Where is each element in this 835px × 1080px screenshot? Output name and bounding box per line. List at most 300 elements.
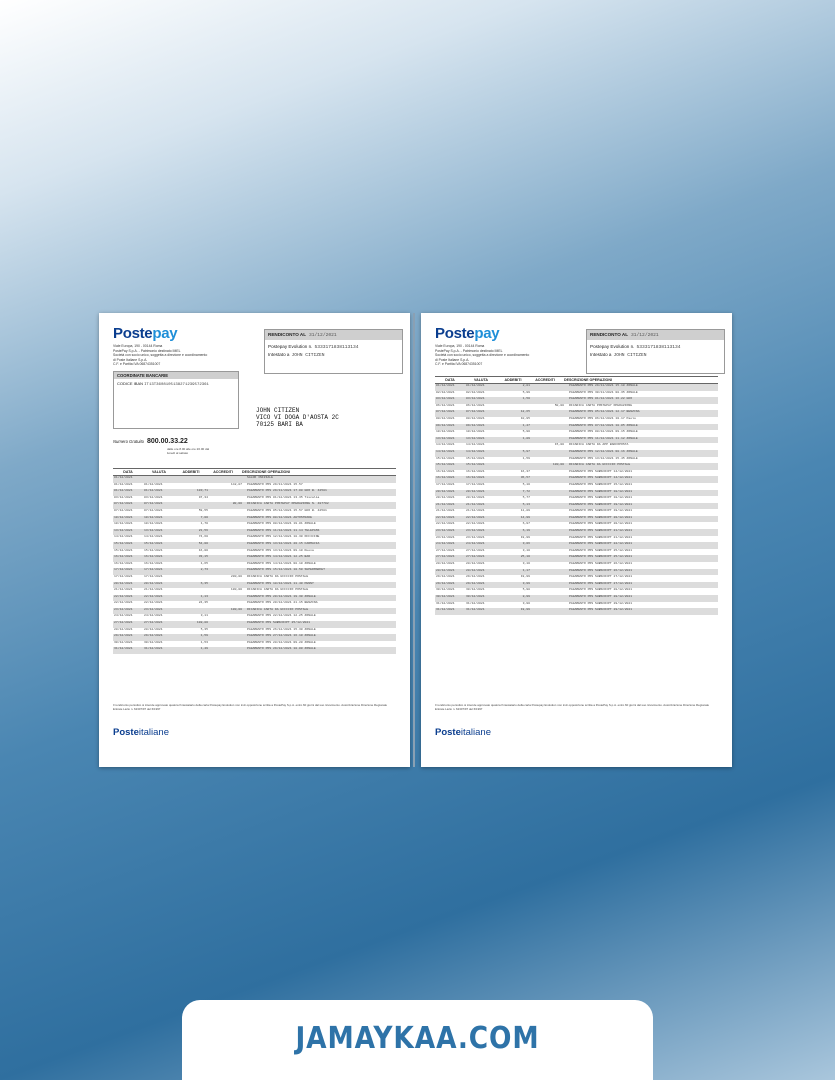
table-row	[113, 634, 396, 641]
table-cell: 29/12/2021	[436, 575, 455, 579]
table-cell: PAGAMENTO POS SUBSCRIPT 18/12/2021	[569, 489, 633, 493]
table-cell: 23/12/2021	[436, 535, 455, 539]
table-cell: 15/12/2021	[466, 463, 485, 467]
table-cell: 142,87	[230, 482, 242, 486]
table-cell	[176, 575, 210, 582]
table-cell	[210, 476, 244, 483]
table-row	[435, 443, 718, 450]
table-cell: 20/12/2021	[466, 489, 485, 493]
table-row	[435, 575, 718, 582]
table-cell	[498, 463, 532, 470]
table-cell	[532, 397, 566, 404]
table-cell: 22/12/2021	[436, 522, 455, 526]
table-cell	[532, 522, 566, 529]
table-cell: 06/12/2021	[436, 403, 455, 407]
table-row	[113, 621, 396, 628]
table-row	[435, 549, 718, 556]
table-cell: PAGAMENTO POS 27/12/2021 16.10 ZONALE	[247, 634, 316, 638]
table-row	[435, 384, 718, 391]
table-cell: 2,81	[522, 384, 530, 387]
table-cell: PAGAMENTO POS SUBSCRIPT 28/12/2021	[569, 588, 633, 592]
table-cell: PAGAMENTO POS 06/12/2021 10.17 Paolo	[569, 416, 636, 420]
table-cell	[176, 476, 210, 483]
table-row	[113, 489, 396, 496]
statement-page-2	[421, 313, 732, 767]
table-cell	[210, 582, 244, 589]
table-row	[435, 404, 718, 411]
table-cell	[210, 549, 244, 556]
table-cell: 7,72	[522, 489, 530, 493]
table-row	[435, 457, 718, 464]
table-cell: 5,35	[200, 627, 208, 631]
table-cell	[532, 483, 566, 490]
table-header: DATA VALUTA ADDEBITI ACCREDITI DESCRIZIONE OPERAZIONI	[435, 376, 718, 384]
table-cell: RICARICA CARTA DA UFFICIO POSTALE	[247, 588, 309, 592]
table-cell: 15,00	[554, 443, 564, 447]
table-cell: PAGAMENTO POS 01/12/2021 16.22 GDO	[569, 397, 633, 401]
table-cell: 09/12/2021	[436, 423, 455, 427]
table-cell: 01/12/2021	[144, 489, 163, 493]
table-cell: 16,00	[198, 548, 208, 552]
table-cell: 200,00	[230, 574, 242, 578]
table-cell: 10/12/2021	[144, 522, 163, 526]
table-cell: 15/12/2021	[436, 456, 455, 460]
table-row	[435, 490, 718, 497]
table-cell: 24/12/2021	[144, 614, 163, 618]
table-cell: 07/12/2021	[436, 410, 455, 414]
table-cell	[210, 647, 244, 654]
table-cell: 103,71	[196, 489, 208, 493]
statement-box: RENDICONTO AL 31/12/2021 Postepay Evolution n. 5333171838113134 Intestato a JOHN CITIZEN	[586, 329, 725, 374]
table-row	[113, 496, 396, 503]
table-cell: 10/12/2021	[466, 430, 485, 434]
table-cell: 12,65	[520, 410, 530, 414]
table-row	[113, 575, 396, 582]
table-cell: 20/12/2021	[144, 581, 163, 585]
table-row	[435, 529, 718, 536]
table-cell: 1,49	[200, 647, 208, 651]
table-cell: 09/12/2021	[466, 423, 485, 427]
table-row	[435, 582, 718, 589]
table-cell: 21/12/2021	[466, 502, 485, 506]
table-cell: 5,10	[522, 482, 530, 486]
transactions-table	[435, 376, 718, 615]
table-cell: 100,00	[230, 588, 242, 592]
table-row	[435, 516, 718, 523]
table-cell: 5,98	[522, 588, 530, 592]
table-cell	[532, 410, 566, 417]
table-cell: 97,34	[198, 495, 208, 499]
table-row	[435, 437, 718, 444]
table-cell: 100,00	[552, 463, 564, 467]
table-cell: 23/12/2021	[436, 529, 455, 533]
table-cell	[210, 641, 244, 648]
table-cell: 24/12/2021	[466, 542, 485, 546]
table-cell: 17/12/2021	[144, 568, 163, 572]
table-cell: 10/12/2021	[114, 522, 133, 526]
table-row	[435, 424, 718, 431]
footnote: Il rendiconto periodico si intende approvato qualora l'intestatario della carta Postepay Evolution non invii opposizione scritta a PostePay S.p.A. entro 60 giorni dal suo ricevimento. Autorizzazione Direzione Regionale Entrate Lazio n. 62307/97 del 6/1997	[113, 703, 388, 711]
table-cell: PAGAMENTO POS 05/12/2021 15.57 GDO B. 42581	[247, 508, 327, 512]
table-cell: 10/12/2021	[144, 515, 163, 519]
table-cell	[210, 562, 244, 569]
table-cell: PAGAMENTO POS SUBSCRIPT 27/12/2021	[569, 575, 633, 579]
transactions-table	[113, 468, 396, 654]
iban-value: IT13T3608105138271239572361	[144, 383, 209, 387]
watermark-banner	[182, 1000, 653, 1080]
toll-free-number: Numero Gratuito 800.00.33.22 dalle ore 8.00 alle ore 20.00 dal lunedì al sabato	[113, 438, 210, 455]
table-cell: 6,35	[200, 581, 208, 585]
table-cell: 1,17	[522, 568, 530, 572]
table-cell: 23/12/2021	[144, 607, 163, 611]
table-cell: 07/12/2021	[466, 410, 485, 414]
table-cell: 01/12/2021	[114, 476, 133, 479]
table-cell: PAGAMENTO POS SUBSCRIPT 14/12/2021	[569, 476, 633, 480]
table-cell: 19,99	[520, 608, 530, 612]
table-cell: 20/12/2021	[114, 581, 133, 585]
table-cell: 33,15	[198, 555, 208, 559]
table-cell: 11,89	[520, 509, 530, 513]
table-cell	[210, 568, 244, 575]
table-cell: 16/12/2021	[144, 561, 163, 565]
table-cell: 16/12/2021	[436, 476, 455, 480]
posteitaliane-logo: Posteitaliane	[435, 727, 491, 738]
table-cell: 29/12/2021	[466, 575, 485, 579]
table-cell: 5,97	[522, 449, 530, 453]
table-cell	[532, 503, 566, 510]
table-cell	[532, 529, 566, 536]
table-cell: PAGAMENTO POS 12/12/2021 18.30 OFFICINE	[247, 535, 320, 539]
table-cell: PAGAMENTO POS 14/12/2021 12.25 BAR	[247, 555, 311, 559]
table-row	[435, 588, 718, 595]
table-row	[113, 522, 396, 529]
table-cell: 21/12/2021	[114, 588, 133, 592]
table-cell: 01/12/2021	[114, 482, 133, 486]
table-cell: 22/12/2021	[466, 522, 485, 526]
company-address: Viale Europa, 190 - 00144 Roma PostePay S.p.A. - Patrimonio destinato IMEL Società con socio unico, soggetta a direzione e coordinamento di Poste Italiane S.p.A. C.F. e Partita IVA 06874351007	[113, 344, 208, 367]
table-cell: 74,60	[198, 535, 208, 539]
table-cell	[532, 470, 566, 477]
table-cell: 03/12/2021	[466, 397, 485, 401]
table-cell: 20/12/2021	[436, 489, 455, 493]
table-cell: PAGAMENTO POS SUBSCRIPT 21/12/2021	[569, 535, 633, 539]
table-cell: RICARICA CARTA POSTEPAY OPERAZIONE N. 487702	[247, 502, 329, 506]
card-number: 5333171838113134	[314, 345, 359, 350]
table-cell: RICARICA CARTA DA UFFICIO POSTALE	[569, 463, 631, 467]
table-cell: 16/12/2021	[114, 561, 133, 565]
statement-box: RENDICONTO AL 31/12/2021 Postepay Evolution n. 5333171838113134 Intestato a JOHN CITIZEN	[264, 329, 403, 374]
table-cell: 21/12/2021	[466, 509, 485, 513]
table-row	[113, 628, 396, 635]
table-cell: PAGAMENTO POS SUBSCRIPT 25/12/2021	[247, 621, 311, 625]
table-cell: 25,10	[520, 555, 530, 559]
table-cell: 2,73	[200, 568, 208, 572]
table-row	[435, 470, 718, 477]
table-cell: 28/12/2021	[436, 562, 455, 566]
table-row	[113, 595, 396, 602]
table-row	[113, 542, 396, 549]
table-cell: 28/12/2021	[436, 568, 455, 572]
table-cell: 5,13	[522, 502, 530, 506]
table-cell	[210, 634, 244, 641]
table-cell: PAGAMENTO POS 14/12/2021 08.10 ZONALE	[247, 561, 316, 565]
table-cell: 02/12/2021	[466, 390, 485, 394]
statement-date: 31/12/2021	[309, 333, 337, 338]
statement-title: RENDICONTO AL	[590, 332, 629, 337]
table-row	[435, 463, 718, 470]
table-cell: PAGAMENTO POS SUBSCRIPT 22/12/2021	[569, 542, 633, 546]
table-row	[435, 417, 718, 424]
table-cell: 03/12/2021	[436, 397, 455, 401]
table-cell	[176, 588, 210, 595]
table-cell	[532, 569, 566, 576]
table-cell: 14/12/2021	[114, 535, 133, 539]
table-cell: 20/12/2021	[466, 496, 485, 500]
table-cell	[532, 516, 566, 523]
table-cell: 30/12/2021	[144, 640, 163, 644]
table-cell: 29/12/2021	[436, 581, 455, 585]
table-cell: PAGAMENTO POS SUBSCRIPT 19/12/2021	[569, 502, 633, 506]
table-cell	[532, 437, 566, 444]
table-cell: 3,06	[522, 542, 530, 546]
table-cell	[532, 509, 566, 516]
table-cell: PAGAMENTO POS 15/12/2021 10.50 SUPERMARKET	[247, 568, 325, 572]
table-cell: PAGAMENTO POS 13/12/2021 20.15 FARMACIA	[247, 541, 320, 545]
table-row	[435, 595, 718, 602]
table-cell: PAGAMENTO POS SUBSCRIPT 19/12/2021	[569, 509, 633, 513]
table-row	[435, 569, 718, 576]
table-cell	[498, 443, 532, 450]
table-cell: 07/12/2021	[144, 508, 163, 512]
table-cell: PAGAMENTO POS 22/12/2021 12.25 ZONALE	[247, 614, 316, 618]
table-cell: 15/12/2021	[114, 548, 133, 552]
table-cell: 21/12/2021	[144, 588, 163, 592]
table-cell	[532, 575, 566, 582]
table-cell	[532, 582, 566, 589]
table-cell: 1,59	[522, 456, 530, 460]
table-cell: PAGAMENTO POS 29/11/2021 15.57	[247, 482, 303, 486]
table-cell: 30/12/2021	[436, 595, 455, 598]
table-cell	[532, 602, 566, 609]
table-cell	[210, 614, 244, 621]
posteitaliane-logo: Posteitaliane	[113, 727, 169, 738]
table-cell: PAGAMENTO POS 11/12/2021 11.12 ZONALE	[569, 436, 638, 440]
table-cell: 14/12/2021	[144, 535, 163, 539]
page-divider	[413, 313, 415, 767]
table-row	[435, 555, 718, 562]
table-cell: 08/12/2021	[436, 416, 455, 420]
table-cell: PAGAMENTO POS 30/11/2021 08.35 ZONALE	[569, 390, 638, 394]
table-row	[435, 602, 718, 609]
table-cell: 36,57	[520, 476, 530, 480]
table-cell: 24,35	[198, 601, 208, 605]
table-cell	[210, 529, 244, 536]
table-cell: 30/12/2021	[114, 640, 133, 644]
table-row	[435, 410, 718, 417]
table-cell: 15/12/2021	[114, 541, 133, 545]
table-cell: 27/12/2021	[436, 548, 455, 552]
table-cell: 50,00	[554, 403, 564, 407]
card-holder: JOHN CITIZEN	[291, 353, 325, 358]
table-cell: PAGAMENTO POS 08/12/2021 09.15 ZONALE	[569, 430, 638, 434]
table-cell: 23/12/2021	[466, 529, 485, 533]
table-cell: 03/12/2021	[114, 495, 133, 499]
table-cell: 01/12/2021	[436, 384, 455, 387]
table-cell: 24/12/2021	[114, 614, 133, 618]
table-cell: PAGAMENTO POS SUBSCRIPT 25/12/2021	[569, 548, 633, 552]
table-cell: 10/12/2021	[436, 430, 455, 434]
table-cell	[210, 542, 244, 549]
table-cell: 01/12/2021	[114, 489, 133, 493]
table-cell: 21,56	[198, 528, 208, 532]
table-row	[435, 509, 718, 516]
table-row	[113, 476, 396, 483]
table-row	[113, 529, 396, 536]
card-number: 5333171838113134	[636, 345, 681, 350]
table-row	[113, 516, 396, 523]
footnote: Il rendiconto periodico si intende approvato qualora l'intestatario della carta Postepay Evolution non invii opposizione scritta a PostePay S.p.A. entro 60 giorni dal suo ricevimento. Autorizzazione Direzione Regionale Entrate Lazio n. 62307/97 del 6/1997	[435, 703, 710, 711]
table-cell	[210, 496, 244, 503]
table-cell: 07/12/2021	[114, 508, 133, 512]
table-cell: 1,65	[200, 561, 208, 565]
table-header: DATA VALUTA ADDEBITI ACCREDITI DESCRIZIONE OPERAZIONI	[113, 468, 396, 476]
table-cell	[532, 608, 566, 615]
table-cell	[210, 555, 244, 562]
table-row	[113, 568, 396, 575]
table-cell	[532, 424, 566, 431]
table-cell: 02/12/2021	[436, 390, 455, 394]
statement-title: RENDICONTO AL	[268, 332, 307, 337]
table-cell: PAGAMENTO POS 07/12/2021 18.05 ZONALE	[569, 423, 638, 427]
table-cell: PAGAMENTO POS SUBSCRIPT 26/12/2021	[569, 568, 633, 572]
table-cell: PAGAMENTO POS SUBSCRIPT 27/12/2021	[569, 581, 633, 585]
table-cell: 1,13	[200, 594, 208, 598]
table-body	[113, 476, 396, 654]
table-cell: PAGAMENTO POS 18/12/2021 11.40 PENNY	[247, 581, 314, 585]
table-cell: 30/12/2021	[436, 588, 455, 592]
table-cell: RICARICA CARTA DA UFFICIO POSTALE	[247, 607, 309, 611]
table-cell: 28/12/2021	[144, 627, 163, 631]
table-cell	[532, 562, 566, 569]
table-body	[435, 384, 718, 615]
table-cell: PAGAMENTO POS 13/12/2021 09.10 Nuova	[247, 548, 314, 552]
table-cell: PAGAMENTO POS SUBSCRIPT 28/12/2021	[569, 595, 633, 598]
table-cell: 8,99	[522, 595, 530, 598]
table-cell: RICARICA CARTA POSTEPAY OPERAZIONE	[569, 403, 633, 407]
table-cell: 1,50	[522, 397, 530, 401]
table-cell: 16,37	[520, 469, 530, 473]
table-cell: 108,80	[196, 621, 208, 625]
statement-date: 31/12/2021	[631, 333, 659, 338]
table-cell: 13/12/2021	[436, 436, 455, 440]
table-cell: PAGAMENTO POS SUBSCRIPT 29/12/2021	[569, 601, 633, 605]
table-cell: 28/12/2021	[466, 562, 485, 566]
table-cell: 10/12/2021	[114, 515, 133, 519]
table-cell: 1,59	[200, 634, 208, 638]
table-row	[435, 476, 718, 483]
table-cell: PAGAMENTO POS 29/11/2021 17.08 GDO B. 42581	[247, 489, 327, 493]
table-cell: PAGAMENTO POS 08/12/2021 AUTOSTRADE	[247, 515, 312, 519]
recipient-address: JOHN CITIZEN VICO VI DOGA D'AOSTA 2C 70125 BARI BA	[256, 407, 339, 429]
table-cell: 16/12/2021	[436, 469, 455, 473]
table-cell	[532, 595, 566, 602]
table-cell: 19,99	[520, 575, 530, 579]
table-row	[113, 601, 396, 608]
table-cell: 27/12/2021	[436, 555, 455, 559]
table-cell	[532, 430, 566, 437]
table-cell: PAGAMENTO POS 20/12/2021 21.15 BENZINA	[247, 601, 318, 605]
table-cell: 15/12/2021	[466, 456, 485, 460]
table-cell: PAGAMENTO POS 20/12/2021 19.30 ZONALE	[247, 594, 316, 598]
table-cell: 14/12/2021	[436, 449, 455, 453]
table-cell: 3,90	[522, 601, 530, 605]
table-cell: 16/12/2021	[466, 476, 485, 480]
table-cell: 5,99	[522, 390, 530, 394]
table-cell: 30/12/2021	[466, 595, 485, 598]
table-cell: 27/12/2021	[466, 548, 485, 552]
table-row	[113, 549, 396, 556]
table-cell: PAGAMENTO POS 29/12/2021 18.00 ZONALE	[247, 647, 316, 651]
table-cell: RICARICA CARTA DA APP BANCOPOSTA	[569, 443, 629, 447]
table-cell: PAGAMENTO POS 12/12/2021 08.16 ZONALE	[569, 449, 638, 453]
table-cell: 54,00	[198, 541, 208, 545]
table-cell: 17/12/2021	[466, 482, 485, 486]
table-row	[435, 536, 718, 543]
table-row	[113, 502, 396, 509]
table-cell: 08/12/2021	[466, 416, 485, 420]
table-cell: 27/12/2021	[466, 555, 485, 559]
postepay-logo: Postepay	[435, 325, 500, 342]
table-row	[435, 391, 718, 398]
table-cell	[176, 502, 210, 509]
table-cell: 22/12/2021	[114, 594, 133, 598]
table-cell	[176, 608, 210, 615]
table-cell	[210, 535, 244, 542]
table-cell: 22/12/2021	[144, 601, 163, 605]
table-cell	[532, 490, 566, 497]
table-cell: 30/12/2021	[466, 588, 485, 592]
table-row	[113, 535, 396, 542]
table-cell	[210, 509, 244, 516]
table-cell: 6,97	[522, 522, 530, 526]
table-cell	[176, 483, 210, 490]
table-cell: 14/12/2021	[436, 443, 455, 447]
table-cell: PAGAMENTO POS 13/12/2021 15.45 ZONALE	[569, 456, 638, 460]
table-cell: 59,55	[198, 508, 208, 512]
table-row	[113, 608, 396, 615]
table-cell: 03/12/2021	[144, 495, 163, 499]
table-cell: PAGAMENTO POS SUBSCRIPT 18/12/2021	[569, 496, 633, 500]
table-cell: 16/12/2021	[466, 469, 485, 473]
table-cell: PAGAMENTO POS 29/11/2021 15.10 ZONALE	[569, 384, 638, 387]
table-cell: 15/12/2021	[144, 548, 163, 552]
table-cell: SALDO INIZIALE	[247, 476, 273, 479]
table-cell: 80,00	[232, 502, 242, 506]
table-cell: 06/12/2021	[466, 403, 485, 407]
table-cell: 31/12/2021	[466, 601, 485, 605]
table-cell: 17/12/2021	[144, 574, 163, 578]
table-cell	[210, 516, 244, 523]
table-row	[113, 483, 396, 490]
table-cell: 22/12/2021	[466, 515, 485, 519]
table-cell: 29/12/2021	[466, 581, 485, 585]
table-cell: 7,00	[200, 515, 208, 519]
table-cell: RICARICA CARTA DA UFFICIO POSTALE	[247, 574, 309, 578]
table-cell	[210, 621, 244, 628]
table-cell: 07/12/2021	[114, 502, 133, 506]
table-row	[435, 522, 718, 529]
table-cell: 13/12/2021	[114, 528, 133, 532]
